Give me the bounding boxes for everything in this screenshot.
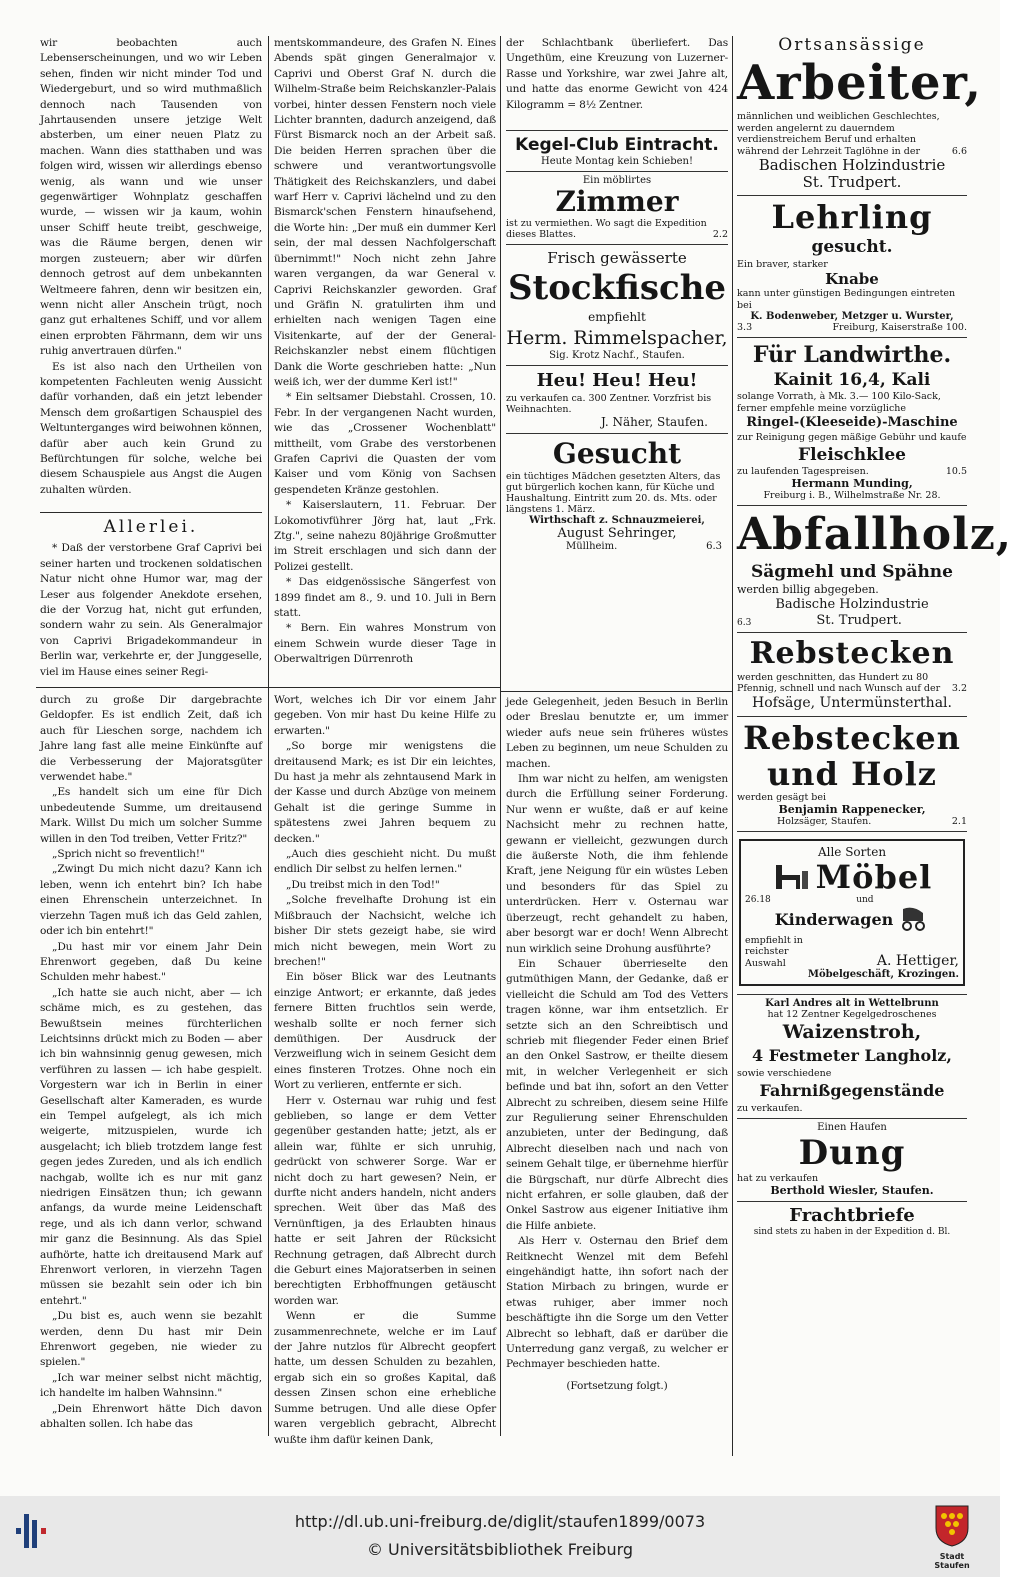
ad-signature: Müllheim. [566,541,618,552]
paragraph: * Bern. Ein wahres Monstrum von einem Schwein wurde dieser Tage in Oberwaltrigen Dürrenroth [274,622,496,666]
ad-text: empfiehlt in reichster Auswahl [745,934,803,969]
paragraph: „Es handelt sich um eine für Dich unbedeutende Summe, um dreitausend Mark. Willst Du mich um solcher Summe willen in den Tod treiben, Vetter Fritz?" [40,786,262,845]
permalink-url[interactable]: http://dl.ub.uni-freiburg.de/diglit/staufen1899/0073 [294,1512,706,1531]
ad-code: 2.1 [951,815,967,827]
paragraph: „Du treibst mich in den Tod!" [286,878,440,891]
ad-name: A. Hettiger, [876,953,959,969]
ad-text: werden billig abgegeben. [737,582,879,596]
paragraph: Wort, welches ich Dir vor einem Jahr gegeben. Von mir hast Du keine Hilfe zu erwarten." [274,694,496,737]
ad-text: hat zu verkaufen [737,1173,819,1184]
paragraph: durch zu große Dir dargebrachte Geldopfer. Es ist endlich Zeit, daß ich auch für Lieschen sorge, nachdem ich Jahre lang fast alle meine Einkünfte auf die Verbesserung der Majoratsgüter verwendet habe." [40,694,262,784]
ad-code: 3.3 [737,322,753,333]
ad-text: männlichen und weiblichen Geschlechtes, werden angelernt zu dauerndem verdienstreichem Beruf und erhalten während der Lehrzeit Taglöhne in der [737,111,940,157]
paragraph: wir beobachten auch Lebenserscheinungen, und wo wir Leben sehen, finden wir nicht minder Tod und Wiedergeburt, und so wird muthmaßlich dennoch nach Tausenden von Jahrtausenden unsere jetzige Welt absterben, um einer neuen Platz zu machen. Wann dies statthaben und was folgen wird, wissen wir allerdings ebenso wenig, als wann und wie unser gegenwärtiger Wohnplatz geschaffen wurde, — wissen wir ja kaum, wohin unser Schiff heute treibt, geschweige, was die Räume bergen, denen wir morgen zusteuern; aber wir dürfen dennoch getrost auf dem unbekannten Weltmeere fahren, denn wir besitzen ein, wenn nicht aller Anschein trügt, noch ganz gut erhaltenes Schiff, und vor allem einen erprobten Fährmann, dem wir uns ruhig anvertrauen dürfen." [40,37,262,358]
ad-title: Möbel [815,857,933,896]
paragraph: Wenn er die Summe zusammenrechnete, welche er im Lauf der Jahre nutzlos für Albrecht geopfert hatte, um dessen Schulden zu bezahlen, ergab sich ein so großes Kapital, daß dessen Zinsen schon eine erhebliche Summe betrugen. Und alle diese Opfer waren vergeblich gebracht, Albrecht wußte ihm dafür keinen Dank, [274,1310,496,1446]
column-rule [268,36,269,1436]
ad-text: zu verkaufen ca. 300 Zentner. Vorzfrist bis Weihnachten. [506,393,712,415]
section-rule [36,687,500,688]
ad-text: Einen Haufen [817,1122,887,1133]
ad-text: und [856,894,874,905]
ad-text: ist zu vermiethen. Wo sagt die Expedition dieses Blattes. [506,218,707,240]
ad-text: Ringel-(Kleeseide)-Maschine [746,415,958,430]
novel-column-2 [274,693,496,1445]
ad-text: Frisch gewässerte [547,249,687,267]
ad-title: Für Landwirthe. [752,342,952,368]
ad-text: solange Vorrath, à Mk. 3.— 100 Kilo-Sack, ferner empfehle meine vorzügliche [737,391,941,414]
ad-title: Rebstecken [749,635,955,671]
paragraph: „Zwingt Du mich nicht dazu? Kann ich leben, wenn ich entehrt bin? Ich habe einen Ehrenschein unterzeichnet. In vierzehn Tagen muß ich das Geld zahlen, oder ich bin entehrt!" [40,863,262,938]
ad-text: Waizenstroh, [782,1021,922,1043]
section-rule [40,512,262,513]
ad-text: ein tüchtiges Mädchen gesetzten Alters, das gut bürgerlich kochen kann, für Küche und Haushaltung. Eintritt zum 20. ds. Mts. oder längstens 1. März. [506,471,721,515]
ad-code: 6.6 [951,145,967,157]
section-rule [500,691,732,692]
ad-text: Ein möblirtes [582,175,652,186]
paragraph: jede Gelegenheit, jeden Besuch in Berlin oder Breslau benutzte er, um immer wieder aufs neue sein früheres wüstes Leben zu beginnen, um neue Schulden zu machen. [506,696,728,770]
viewer-footer [0,1496,1000,1577]
ad-name: Berthold Wiesler, Staufen. [770,1184,934,1197]
town-logo [924,1504,980,1574]
ad-stockfische [506,245,728,366]
ad-frachtbriefe [737,1202,967,1241]
ad-title: Rebstecken [743,718,961,757]
ad-text: Möbelgeschäft, Krozingen. [807,969,959,980]
ad-name: St. Trudpert. [816,612,902,628]
paragraph: * Ein seltsamer Diebstahl. Crossen, 10. Febr. In der vergangenen Nacht wurden, wie das „Crossener Wochenblatt" mittheilt, vom Grabe des verstorbenen Grafen Caprivi die Quasten der vom Kaiser und vom König von Sachsen gespendeten Kränze gestohlen. [274,391,496,496]
ad-text: Kinderwagen [774,909,894,929]
ad-name: Badische Holzindustrie [775,596,929,612]
ad-text: Kainit 16,4, Kali [773,370,931,390]
ad-text: Karl Andres alt in Wettelbrunn [765,998,939,1009]
paragraph: „Auch dies geschieht nicht. Du mußt endlich Dir selbst zu helfen lernen." [274,848,496,876]
ad-code: 3.2 [951,683,967,694]
ad-dung [737,1119,967,1202]
ad-code: 6.3 [737,617,752,628]
ad-name: K. Bodenweber, Metzger u. Wurster, [750,311,954,322]
column-rule [500,36,501,1436]
paragraph: mentskommandeure, des Grafen N. Eines Abends spät gingen Generalmajor v. Caprivi und Oberst Graf N. durch die Wilhelm-Straße beim Reichskanzler-Palais vorbei, hinter dessen Fenstern noch viele Lichter brannten, dadurch anzeigend, daß Fürst Bismarck noch an der Arbeit saß. Die beiden Herren sprachen über die schwere und verantwortungsvolle Thätigkeit des Reichskanzlers, und dabei warf Herr v. Caprivi lächelnd und zu den Bismarck'schen Fenstern hinaufsehend, die Worte hin: „Der muß ein dummer Kerl sein, der mal dessen Nachfolgerschaft übernimmt!" Noch nicht zehn Jahre waren vergangen, da war General v. Caprivi Reichskanzler geworden. Graf und Gräfin N. gratulirten ihm und erhielten nach wenigen Tagen eine Visitenkarte, auf der der General-Reichskanzler nebst einem flüchtigen Dank die Worte geschrieben hatte: „Nun weiß ich, wer der dumme Kerl ist!" [274,37,496,388]
column-rule [732,36,733,1456]
paragraph: Herr v. Osternau war ruhig und fest geblieben, so lange er dem Vetter gegenüber gestanden hatte; jetzt, als er allein war, fühlte er sich unruhig, gedrückt von schwerer Sorge. War er nicht doch zu hart gewesen? Nein, er durfte nicht anders handeln, nicht anders sprechen. Weit über das Maß des Vernünftigen, ja des Erlaubten hinaus hatte er seit Jahren der Rücksicht Rechnung getragen, daß Albrecht durch die Geburt eines Majoratserben in seinen berechtigten Erbhoffnungen getäuscht worden war. [274,1094,496,1307]
ad-rebstecken [737,633,967,717]
ad-text: Freiburg i. B., Wilhelmstraße Nr. 28. [763,489,941,501]
paragraph: Es ist also nach den Urtheilen von kompetenten Fachleuten wenig Aussicht dafür vorhanden, daß ein jetzt lebender Mensch dem großartigen Schauspiel des Weltunterganges wird beiwohnen können, dafür aber auch kein Grund zu Befürchtungen für solche, welche bei diesem Schauspiele aus Angst die Augen zuhalten würden. [40,360,262,496]
ad-text: zur Reinigung gegen mäßige Gebühr und kaufe [737,432,967,443]
ad-signature: J. Näher, Staufen. [600,415,708,429]
ad-title: Frachtbriefe [789,1205,915,1226]
ad-text: kann unter günstigen Bedingungen eintreten bei [737,288,956,311]
article-weltuntergang [40,36,262,510]
ad-text: Knabe [825,270,879,288]
ad-text: Ein braver, starker [737,259,828,270]
ad-heu [506,366,728,434]
ad-text: werden geschnitten, das Hundert zu 80 Pfennig, schnell und nach Wunsch auf der [737,671,941,694]
ad-text: zu laufenden Tagespreisen. [737,465,869,477]
monstrum-continued [506,36,728,126]
ad-signature: Wirthschaft z. Schnauzmeierei, [529,515,705,526]
paragraph: „Ich war meiner selbst nicht mächtig, ich handelte im halben Wahnsinn." [40,1371,262,1400]
ad-text: Holzsäger, Staufen. [777,815,872,827]
paragraph: „Sprich nicht so freventlich!" [52,848,205,861]
ad-title: Zimmer [555,185,679,218]
pram-icon [899,905,929,935]
ad-arbeiter [737,32,983,196]
ad-zimmer [506,172,728,245]
ad-title: Abfallholz, [737,508,1012,560]
ad-name: Herm. Rimmelspacher, [506,327,728,349]
paragraph: * Das eidgenössische Sängerfest von 1899 findet am 8., 9. und 10. Juli in Bern statt. [274,576,496,620]
town-label: Stadt Staufen [934,1552,970,1570]
ad-abfallholz [737,506,1012,633]
ad-text: sind stets zu haben in der Expedition d. Bl. [753,1227,951,1237]
ad-text: Heute Montag kein Schieben! [540,156,694,167]
ad-text: Sägmehl und Spähne [751,561,953,582]
ad-text: 4 Festmeter Langholz, [752,1046,952,1065]
ad-text: Freiburg, Kaiserstraße 100. [832,322,967,333]
ad-frame [739,839,965,987]
ad-title: Gesucht [552,437,682,470]
ad-title: Lehrling [771,198,933,236]
copyright-text: © Universitätsbibliothek Freiburg [366,1540,634,1559]
paragraph: der Schlachtbank überliefert. Das Ungethüm, eine Kreuzung von Luzerner-Rasse und Yorkshire, war zwei Jahre alt, und hatte das enorme Gewicht von 424 Kilogramm = 8½ Zentner. [506,37,728,111]
ad-name: Hofsäge, Untermünsterthal. [752,694,952,711]
ad-title: Stockfische [507,268,727,308]
paragraph: * Daß der verstorbene Graf Caprivi bei seiner harten und trockenen soldatischen Natur nicht ohne Humor war, mag der Leser aus folgender Anekdote ersehen, die der Vorzug hat, nicht gut erfunden, sondern wahr zu sein. Als Generalmajor von Caprivi Brigadekommandeur in Berlin war, verkehrte er, der Junggeselle, viel im Hause eines seiner Regi- [40,542,262,678]
paragraph: „Solche frevelhafte Drohung ist ein Mißbrauch der Nachsicht, welche ich bisher Dir stets gezeigt habe, sie wird mich nicht bewegen, mein Wort zu brechen!" [274,894,496,968]
ad-code: 6.3 [706,541,722,552]
paragraph: * Kaiserslautern, 11. Februar. Der Lokomotivführer Jörg hat, laut „Frk. Ztg.", seine nahezu 80jährige Großmutter im Streit erschlagen und sich dann der Polizei gestellt. [274,499,496,573]
paragraph: „Du hast mir vor einem Jahr Dein Ehrenwort gegeben, daß Du keine Schulden mehr habest." [40,940,262,984]
ad-landwirthe [737,338,967,506]
ad-title: und Holz [767,754,937,793]
right-ads [737,32,1012,1452]
paragraph: Ein böser Blick war des Leutnants einzige Antwort; er erkannte, daß jedes fernere Bitten fruchtlos sein werde, weshalb sollte er noch ferner sich demüthigen. Der Ausdruck der Verzweiflung wich in seinem Gesicht dem eines finsteren Trotzes. Ohne noch ein Wort zu verlieren, entfernte er sich. [274,971,496,1092]
ad-text: Fahrnißgegenstände [759,1081,945,1100]
paragraph: „So borge mir wenigstens die dreitausend Mark; es ist Dir ein leichtes, Du hast ja mehr als zehntausend Mark in der Kasse und durch Abzüge von meinem Gehalt ist die geringe Summe in spätestens zwei Jahren bequem zu decken." [274,740,496,845]
ad-text: Sig. Krotz Nachf., Staufen. [549,350,685,361]
coat-of-arms-icon [934,1504,970,1548]
ad-text: empfiehlt [588,310,646,324]
ad-kegel-club [506,131,728,172]
middle-ads [506,130,728,689]
novel-column-3 [506,695,728,1445]
allerlei-section [40,516,262,684]
ad-text: sowie verschiedene [737,1068,832,1079]
ad-name: Hermann Munding, [791,476,913,490]
paragraph: Ihm war nicht zu helfen, am wenigsten durch die Erfüllung seiner Forderung. Nur wenn er wußte, daß er auf keine Nachsicht mehr zu rechnen hatte, gewann er vielleicht, gezwungen durch die äußerste Noth, die ihm fehlende Kraft, jene Neigung für ein wüstes Leben und besonders für das Spiel zu unterdrücken. Herr v. Osternau war überzeugt, recht gehandelt zu haben, aber besorgt war er doch! Wenn Albrecht nun wirklich seine Drohung ausführte? [506,773,728,955]
ad-title: Heu! Heu! Heu! [536,370,698,391]
ad-gesucht [506,434,728,556]
ad-text: Fleischklee [798,444,906,465]
ad-lehrling [737,196,967,338]
ad-rebstecken-holz [737,717,967,832]
ad-text: gesucht. [811,237,893,257]
ad-text: hat 12 Zentner Kegelgedroschenes [767,1009,937,1020]
ad-title: Dung [798,1133,906,1173]
ad-text: Ortsansässige [778,35,926,55]
ad-code: 26.18 [745,894,771,905]
ad-name: St. Trudpert. [802,173,902,191]
allerlei-continued [274,36,496,684]
paragraph: Ein Schauer überrieselte den gutmüthigen Mann, der Gedanke, daß er vielleicht die Schuld am Tod des Vetters tragen könne, war ihm entsetzlich. Er setzte sich an den Schreibtisch und schrieb mit fliegender Feder einen Brief an den Onkel Sastrow, er theilte diesem mit, in welcher Verlegenheit er sich befinde und bat ihn, sofort an den Vetter Albrecht zu schreiben, diesem seine Hilfe zur Regulierung seiner Ehrenschulden anzubieten, unter der Bedingung, daß Albrecht dieselben nach und nach von seinem Gehalt tilge, er übernehme hierfür die Bürgschaft, nur dürfe Albrecht dies nicht erfahren, er solle glauben, daß der Onkel Sastrow aus eigener Initiative ihm die Hilfe anbiete. [506,957,728,1232]
ad-text: zu verkaufen. [737,1103,803,1114]
paragraph: „Du bist es, auch wenn sie bezahlt werden, denn Du hast mir Dein Ehrenwort gegeben, nie wieder zu spielen." [40,1310,262,1369]
chair-icon [772,859,810,895]
continued-note: (Fortsetzung folgt.) [566,1379,668,1392]
ad-title: Arbeiter, [737,55,983,111]
ad-text: Alle Sorten [817,844,887,859]
paragraph: „Dein Ehrenwort hätte Dich davon abhalten sollen. Ich habe das [40,1402,262,1431]
section-heading: Allerlei. [103,517,199,537]
ad-name: Badischen Holzindustrie [758,156,946,174]
ad-andres [737,994,967,1119]
ad-name: Benjamin Rappenecker, [778,802,926,816]
ad-title: Kegel-Club Eintracht. [515,135,719,155]
ad-signature: August Sehringer, [557,526,677,541]
ad-code: 2.2 [712,229,728,240]
ad-moebel [737,832,967,995]
paragraph: „Ich hatte sie auch nicht, aber — ich schäme mich, es zu gestehen, das Bewußtsein meines fürchterlichen Leichtsinns drückt mich zu Boden — aber ich bin wahnsinnig genug gewesen, mich verführen zu lassen — ich habe gespielt. Vorgestern war ich in Berlin in einer Gesellschaft alter Kameraden, es wurde ein Tempel aufgelegt, als ich mich weigerte, mitzuspielen, wurde ich ausgelacht; ich blieb trotzdem lange fest gegen jedes Zureden, und als ich endlich nachgab, wollte ich es nur mit ganz niedrigen Einsätzen thun; ich gewann anfangs, da wurde meine Leidenschaft rege, und als ich dann verlor, schwand mir ganz die Besinnung. Als das Spiel aufhörte, hatte ich dreitausend Mark auf Ehrenwort verloren, in vierzehn Tagen müssen sie bezahlt sein oder ich bin entehrt." [40,986,262,1307]
novel-column-1 [40,693,262,1445]
ad-code: 10.5 [945,465,967,477]
ad-text: werden gesägt bei [737,791,827,803]
paragraph: Als Herr v. Osternau den Brief dem Reitknecht Wenzel mit dem Befehl eingehändigt hatte, ihn sofort nach der Station Mirbach zu bringen, wurde er etwas ruhiger, aber immer noch beschäftigte ihn die Sorge um den Vetter Albrecht so lebhaft, daß er darüber die Unterredung ganz vergaß, zu welcher er Pechmayer beschieden hatte. [506,1235,728,1371]
